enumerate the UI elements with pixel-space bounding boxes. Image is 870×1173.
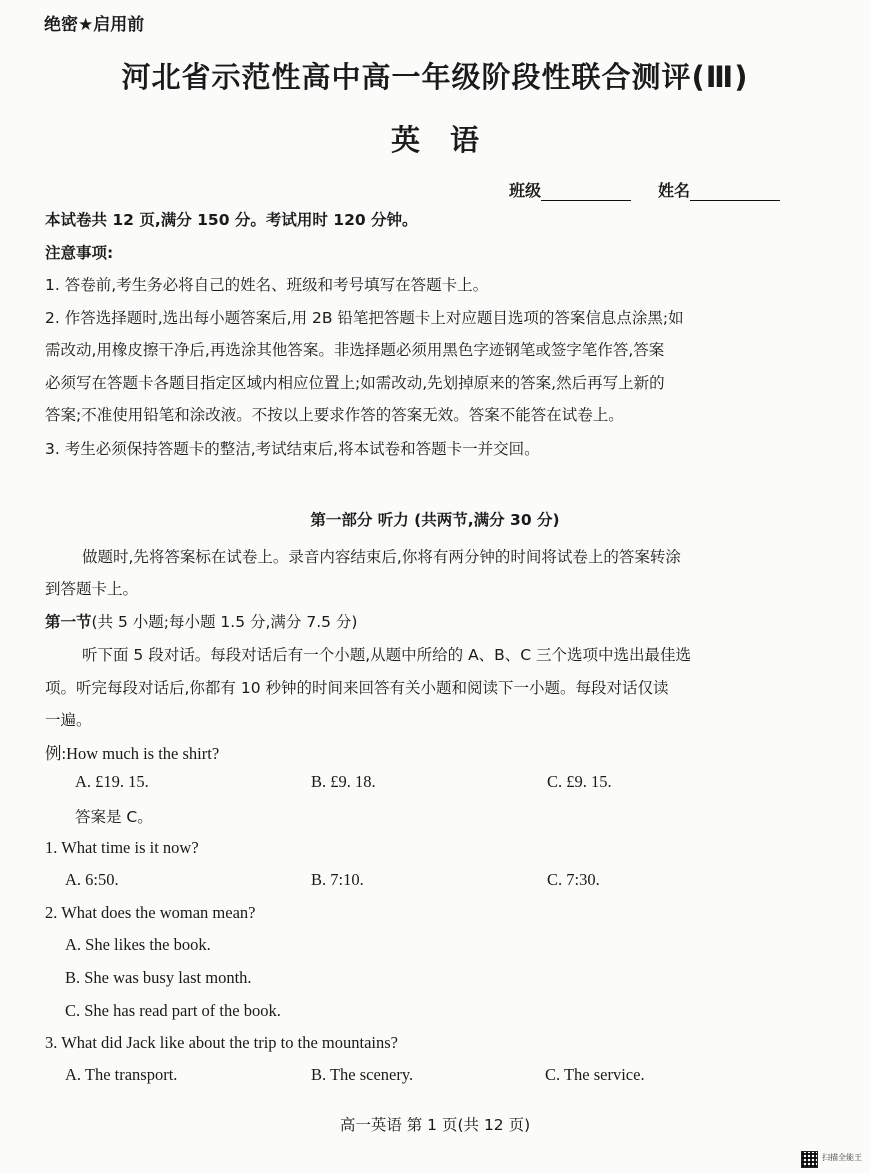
class-field (509, 178, 631, 201)
notice-2-line-4: 答案;不准使用铅笔和涂改液。不按以上要求作答的答案无效。答案不能答在试卷上。 (45, 406, 624, 424)
question-1-option-c: C. 7:30. (547, 870, 600, 889)
part1-desc-line-2: 到答题卡上。 (45, 580, 139, 598)
question-3: 3. What did Jack like about the trip to the mountains? (45, 1033, 398, 1052)
notice-title: 注意事项: (45, 244, 114, 262)
question-2-option-a: A. She likes the book. (65, 935, 211, 954)
example-option-c: C. £9. 15. (547, 772, 612, 791)
notice-2-line-3: 必须写在答题卡各题目指定区域内相应位置上;如需改动,先划掉原来的答案,然后再写上新的 (45, 374, 665, 392)
question-1: 1. What time is it now? (45, 838, 199, 857)
example-option-a: A. £19. 15. (75, 772, 149, 791)
section1-label: 第一节 (45, 613, 92, 631)
notice-3: 3. 考生必须保持答题卡的整洁,考试结束后,将本试卷和答题卡一并交回。 (45, 440, 540, 458)
confidential-mark: 绝密★启用前 (44, 15, 145, 35)
question-2: 2. What does the woman mean? (45, 903, 256, 922)
part1-desc-line-1: 做题时,先将答案标在试卷上。录音内容结束后,你将有两分钟的时间将试卷上的答案转涂 (82, 548, 681, 566)
name-label: 姓名 (658, 181, 691, 200)
question-2-option-b: B. She was busy last month. (65, 968, 252, 987)
notice-2-line-1: 2. 作答选择题时,选出每小题答案后,用 2B 铅笔把答题卡上对应题目选项的答案信息点涂黑;如 (45, 309, 684, 327)
question-1-option-a: A. 6:50. (65, 870, 119, 889)
exam-title: 河北省示范性高中高一年级阶段性联合测评(Ⅲ) (121, 60, 749, 94)
name-blank (690, 182, 780, 201)
scanner-watermark: 扫描全能王 (822, 1153, 862, 1162)
example-question: 例:How much is the shirt? (45, 744, 220, 763)
name-field (658, 178, 780, 201)
part1-heading: 第一部分 听力 (共两节,满分 30 分) (310, 511, 560, 529)
question-3-option-c: C. The service. (545, 1065, 645, 1084)
notice-2-line-2: 需改动,用橡皮擦干净后,再选涂其他答案。非选择题必须用黑色字迹钢笔或签字笔作答,答案 (45, 341, 665, 359)
question-3-option-a: A. The transport. (65, 1065, 178, 1084)
section1-detail: (共 5 小题;每小题 1.5 分,满分 7.5 分) (91, 613, 358, 631)
class-blank (541, 182, 631, 201)
qr-code-icon (801, 1151, 818, 1168)
instruction-line-2: 项。听完每段对话后,你都有 10 秒钟的时间来回答有关小题和阅读下一小题。每段对话仅读 (45, 679, 669, 697)
example-option-b: B. £9. 18. (311, 772, 376, 791)
example-answer: 答案是 C。 (75, 808, 153, 826)
class-label: 班级 (509, 181, 542, 200)
instruction-line-1: 听下面 5 段对话。每段对话后有一个小题,从题中所给的 A、B、C 三个选项中选出最佳选 (82, 646, 692, 664)
instruction-line-3: 一遍。 (45, 711, 92, 729)
question-2-option-c: C. She has read part of the book. (65, 1001, 281, 1020)
section1-heading (45, 610, 357, 632)
page-footer: 高一英语 第 1 页(共 12 页) (339, 1116, 531, 1134)
subject-title: 英语 (390, 123, 509, 157)
notice-1: 1. 答卷前,考生务必将自己的姓名、班级和考号填写在答题卡上。 (45, 276, 489, 294)
exam-info: 本试卷共 12 页,满分 150 分。考试用时 120 分钟。 (45, 211, 418, 229)
question-3-option-b: B. The scenery. (311, 1065, 414, 1084)
question-1-option-b: B. 7:10. (311, 870, 364, 889)
